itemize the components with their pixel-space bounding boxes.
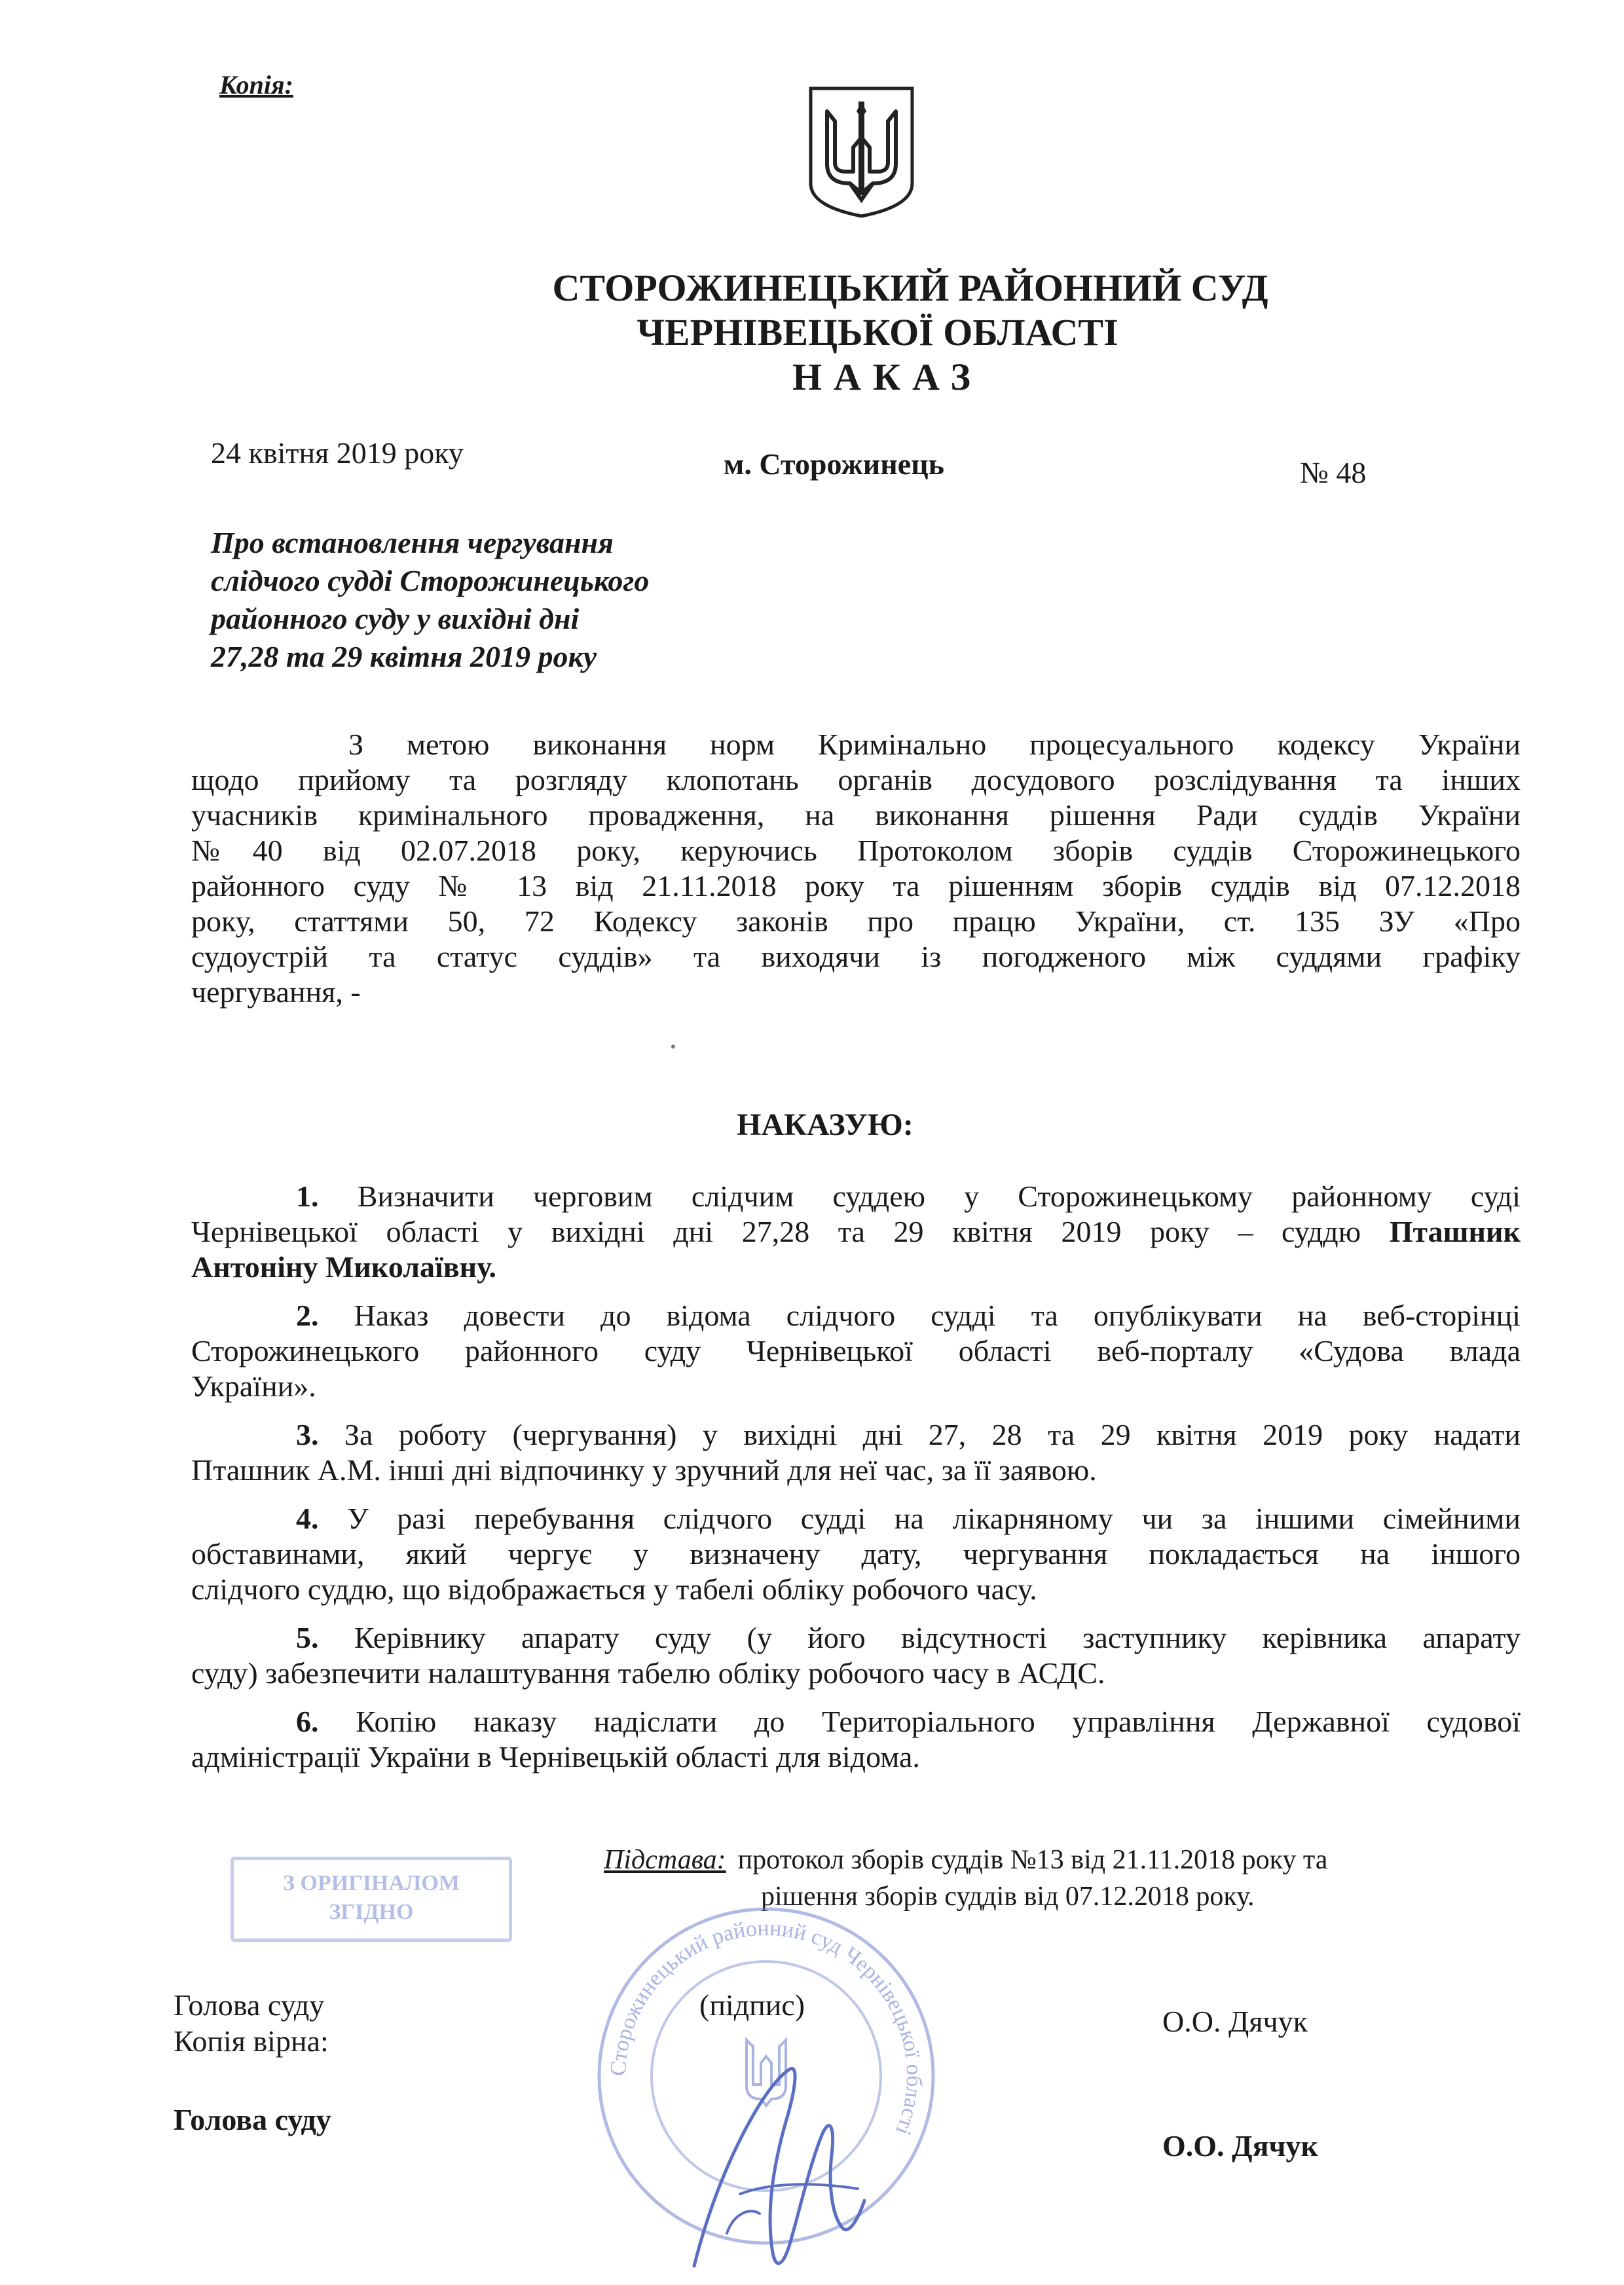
preamble-line: №40 від 02.07.2018 року, керуючись Протоколом зборів суддів Сторожинецького — [191, 834, 1521, 867]
decree-item — [191, 1298, 1521, 1404]
head-of-court-name: О.О. Дячук — [1162, 2005, 1308, 2038]
item-line: Чернівецької області у вихідні дні 27,28 та 29 квітня 2019 року – суддю Пташник — [191, 1215, 1521, 1248]
decree-item — [191, 1501, 1521, 1607]
head-of-court-name-bold: О.О. Дячук — [1162, 2129, 1319, 2163]
basis-text: протокол зборів суддів №13 від 21.11.2018 року та — [737, 1845, 1328, 1875]
signature-placeholder: (підпис) — [699, 1988, 805, 2022]
item-number: 3. — [296, 1418, 319, 1451]
preamble-line: учасників кримінального провадження, на виконання рішення Ради суддів України — [191, 798, 1521, 832]
court-name-line-2: ЧЕРНІВЕЦЬКОЇ ОБЛАСТІ — [637, 311, 1118, 354]
preamble-line: чергування, - — [191, 975, 361, 1009]
item-line: 5. Керівнику апарату суду (у його відсутності заступнику керівника апарату — [296, 1621, 1521, 1654]
copy-true-label: Копія вірна: — [174, 2024, 329, 2058]
preamble-line: районного суду № 13 від 21.11.2018 року та рішенням зборів суддів від 07.12.2018 — [191, 869, 1521, 902]
item-line: Сторожинецького районного суду Чернівецької області веб-порталу «Судова влада — [191, 1334, 1521, 1367]
head-of-court-label: Голова суду — [174, 1988, 325, 2022]
order-city: м. Сторожинець — [724, 447, 944, 481]
subject-line: слідчого судді Сторожинецького — [211, 564, 650, 597]
document-type-title: НАКАЗ — [792, 356, 983, 398]
order-date: 24 квітня 2019 року — [211, 436, 464, 470]
item-line: Пташник А.М. інші дні відпочинку у зручний для неї час, за її заявою. — [191, 1453, 1097, 1487]
item-line: адміністрації України в Чернівецькій області для відома. — [191, 1740, 920, 1774]
preamble-line: З метою виконання норм Кримінально процесуального кодексу України — [348, 728, 1521, 761]
item-line: України». — [191, 1369, 316, 1403]
item-line: 4. У разі перебування слідчого судді на лікарняному чи за іншими сімейними — [296, 1502, 1521, 1535]
item-number: 5. — [296, 1621, 319, 1654]
trident-emblem-icon — [804, 85, 919, 219]
court-name-line-1: СТОРОЖИНЕЦЬКИЙ РАЙОННИЙ СУД — [552, 267, 1268, 309]
item-number: 1. — [296, 1180, 319, 1213]
copy-label: Копія: — [219, 70, 293, 100]
handwritten-signature-icon — [668, 2017, 884, 2279]
head-of-court-label-bold: Голова суду — [174, 2103, 331, 2136]
preamble-line: судоустрій та статус суддів» та виходячи із погодженого між суддями графіку — [191, 940, 1521, 973]
item-line: 6. Копію наказу надіслати до Територіального управління Державної судової — [296, 1705, 1521, 1738]
item-number: 4. — [296, 1502, 319, 1535]
judge-name: Антоніну Миколаївну. — [191, 1250, 497, 1284]
item-line: 1. Визначити черговим слідчим суддею у Сторожинецькому районному суді — [296, 1180, 1521, 1213]
stray-dot — [671, 1045, 675, 1049]
preamble-line: щодо прийому та розгляду клопотань органів досудового розслідування та інших — [191, 763, 1521, 796]
copy-true-stamp — [231, 1857, 512, 1942]
decree-item — [191, 1704, 1521, 1775]
item-number: 2. — [296, 1299, 319, 1332]
item-line: 2. Наказ довести до відома слідчого судді та опублікувати на веб-сторінці — [296, 1299, 1521, 1332]
decree-item — [191, 1417, 1521, 1488]
decree-heading: НАКАЗУЮ: — [737, 1107, 913, 1142]
stamp-text: ЗГІДНО — [329, 1900, 414, 1924]
order-subject — [211, 524, 800, 676]
subject-line: районного суду у вихідні дні — [211, 602, 580, 635]
decree-items — [191, 1179, 1521, 1788]
preamble-line: року, статтями 50, 72 Кодексу законів про працю України, ст. 135 ЗУ «Про — [191, 904, 1521, 938]
seal-ring-text: Сторожинецький районний суд Чернівецької області — [606, 1916, 927, 2139]
judge-surname: Пташник — [1389, 1215, 1521, 1248]
decree-item — [191, 1179, 1521, 1285]
item-number: 6. — [296, 1705, 319, 1738]
order-number: № 48 — [1300, 456, 1367, 489]
decree-item — [191, 1620, 1521, 1691]
subject-line: 27,28 та 29 квітня 2019 року — [211, 640, 597, 673]
item-line: слідчого суддю, що відображається у табелі обліку робочого часу. — [191, 1572, 1037, 1606]
basis-text: рішення зборів суддів від 07.12.2018 року. — [761, 1882, 1255, 1912]
basis-label: Підстава: — [604, 1845, 726, 1875]
item-line: обставинами, який чергує у визначену дату, чергування покладається на іншого — [191, 1537, 1521, 1570]
subject-line: Про встановлення чергування — [211, 526, 614, 559]
item-line: суду) забезпечити налаштування табелю обліку робочого часу в АСДС. — [191, 1656, 1105, 1690]
stamp-text: З ОРИГІНАЛОМ — [283, 1871, 460, 1895]
item-line: 3. За роботу (чергування) у вихідні дні 27, 28 та 29 квітня 2019 року надати — [296, 1418, 1521, 1451]
preamble-paragraph — [191, 727, 1521, 1010]
